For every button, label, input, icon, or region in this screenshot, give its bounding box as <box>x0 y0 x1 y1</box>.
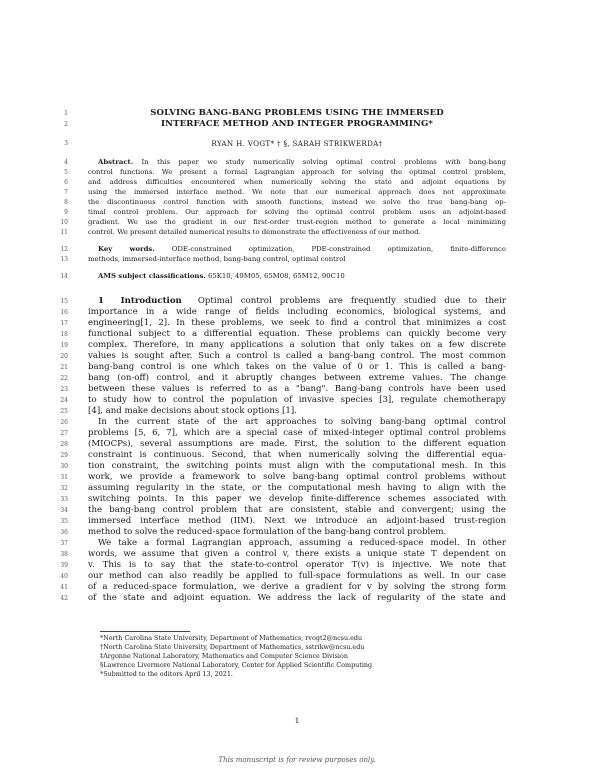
ams-label: AMS subject classifications. <box>98 272 206 280</box>
abstract-line: the discontinuous control function with smooth functions, instead we solve the true bang-bang op- <box>88 198 506 206</box>
paper-authors: RYAN H. VOGT* † §, SARAH STRIKWERDA† <box>211 139 383 148</box>
body-line: importance in a wide range of fields including economics, biological systems, and <box>88 307 506 317</box>
body-line: [4], and make decisions about stock options [1]. <box>88 406 297 416</box>
line-number: 14 <box>60 273 68 280</box>
line-number: 42 <box>60 595 68 602</box>
abstract-line: gradient. We use the gradient in our first-order trust-region method to generate a local minimizing <box>88 218 506 226</box>
line-number: 33 <box>60 496 68 503</box>
abstract-line: using the immersed interface method. We note that our numerical approach does not approximate <box>88 188 506 196</box>
body-line: of the state and adjoint equation. We address the lack of regularity of the state and <box>88 593 506 603</box>
body-line: complex. Therefore, in many applications a solution that only takes on a few discrete <box>88 340 506 350</box>
line-number: 23 <box>60 386 68 393</box>
line-number: 31 <box>60 474 68 481</box>
footnote: †North Carolina State University, Department of Mathematics, sstrikw@ncsu.edu <box>100 643 365 651</box>
line-number: 22 <box>60 375 68 382</box>
line-number: 13 <box>60 256 68 263</box>
body-line: engineering[1, 2]. In these problems, we seek to find a control that minimizes a cost <box>88 318 506 328</box>
line-number: 3 <box>64 140 68 147</box>
line-number: 20 <box>60 353 68 360</box>
line-number: 37 <box>60 540 68 547</box>
paper-title-line-2: INTERFACE METHOD AND INTEGER PROGRAMMING* <box>161 119 433 129</box>
body-line: 1 Introduction Optimal control problems are frequently studied due to their <box>98 296 506 306</box>
body-line: to study how to control the population of invasive species [3], regulate chemotherapy <box>88 395 506 405</box>
line-number: 28 <box>60 441 68 448</box>
line-number: 10 <box>60 219 68 226</box>
abstract-label: Abstract. <box>98 158 134 166</box>
line-number: 39 <box>60 562 68 569</box>
line-number: 7 <box>64 189 68 196</box>
body-line: functional subject to a differential equation. These problems can quickly become very <box>88 329 506 339</box>
keywords-label: Key words. <box>98 245 155 253</box>
footnote: *Submitted to the editors April 13, 2021. <box>100 670 233 678</box>
body-line: immersed interface method (IIM). Next we introduce an adjoint-based trust-region <box>88 516 506 526</box>
body-line: tion constraint, the switching points must align with the computational mesh. In this <box>88 461 506 471</box>
review-notice: This manuscript is for review purposes only. <box>218 756 376 764</box>
line-number: 21 <box>60 364 68 371</box>
line-number: 29 <box>60 452 68 459</box>
paper-title-line-1: SOLVING BANG-BANG PROBLEMS USING THE IMMERSED <box>150 108 444 118</box>
line-number: 41 <box>60 584 68 591</box>
body-line: our method can also readily be applied to full-space formulations as well. In our case <box>88 571 506 581</box>
body-line: work, we provide a framework to solve bang-bang optimal control problems without <box>88 472 506 482</box>
line-number: 11 <box>60 229 68 236</box>
section-heading: 1 Introduction <box>98 296 182 306</box>
body-line: words, we assume that given a control v, there exists a unique state T dependent on <box>88 549 506 559</box>
line-number: 34 <box>60 507 68 514</box>
body-line: problems [5, 6, 7], which are a special case of mixed-integer optimal control problems <box>88 428 506 438</box>
footnote: §Lawrence Livermore National Laboratory, Center for Applied Scientific Computing <box>100 661 373 669</box>
body-line: values is sought after. Such a control is called a bang-bang control. The most common <box>88 351 506 361</box>
body-line: between these values is referred to as a "bang". Bang-bang controls have been used <box>88 384 506 394</box>
footnote: *North Carolina State University, Department of Mathematics, rvogt2@ncsu.edu <box>100 634 363 642</box>
line-number: 18 <box>60 331 68 338</box>
abstract-line: timal control problem. Our approach for solving the optimal control problem uses an adjoint-based <box>88 208 506 216</box>
line-number: 1 <box>64 110 68 117</box>
body-line: bang-bang control is one which takes on the value of 0 or 1. This is called a bang- <box>88 362 506 372</box>
keywords-line: Key words. ODE-constrained optimization, PDE-constrained optimization, finite-difference <box>98 245 506 253</box>
abstract-line: and address difficulties encountered when numerically solving the state and adjoint equations by <box>88 178 506 186</box>
body-line: (MIOCPs), several assumptions are made. First, the solution to the different equation <box>88 439 506 449</box>
line-number: 4 <box>64 159 68 166</box>
line-number: 15 <box>60 298 68 305</box>
line-number: 19 <box>60 342 68 349</box>
page-number: 1 <box>294 716 300 725</box>
body-line: of a reduced-space formulation, we derive a gradient for v by solving the strong form <box>88 582 506 592</box>
line-number: 24 <box>60 397 68 404</box>
body-line: v. This is to say that the state-to-control operator T(v) is injective. We note that <box>88 560 506 570</box>
body-line: the bang-bang control problem that are consistent, stable and convergent; using the <box>88 505 506 515</box>
line-number: 5 <box>64 169 68 176</box>
body-line: constraint is continuous. Second, that when numerically solving the differential equa- <box>88 450 506 460</box>
line-number: 32 <box>60 485 68 492</box>
abstract-line: Abstract. In this paper we study numerically solving optimal control problems with bang-bang <box>98 158 506 166</box>
line-number: 30 <box>60 463 68 470</box>
line-number: 25 <box>60 408 68 415</box>
body-line: assuming regularity in the state, or the computational mesh having to align with the <box>88 483 506 493</box>
footnote: ‡Argonne National Laboratory, Mathematics and Computer Science Division <box>100 652 348 660</box>
abstract-line: control. We present detailed numerical results to demonstrate the effectiveness of our method. <box>88 228 421 236</box>
line-number: 27 <box>60 430 68 437</box>
line-number: 8 <box>64 199 68 206</box>
body-line: method to solve the reduced-space formulation of the bang-bang control problem. <box>88 527 447 537</box>
abstract-line: control functions. We present a formal Lagrangian approach for solving the optimal control problem, <box>88 168 506 176</box>
line-number: 26 <box>60 419 68 426</box>
line-number: 38 <box>60 551 68 558</box>
line-number: 12 <box>60 246 68 253</box>
body-line: switching points. In this paper we develop finite-difference schemes associated with <box>88 494 506 504</box>
line-number: 17 <box>60 320 68 327</box>
ams-classifications: AMS subject classifications. 65K10, 49M05, 65M08, 65M12, 90C10 <box>98 272 345 280</box>
line-number: 40 <box>60 573 68 580</box>
line-number: 16 <box>60 309 68 316</box>
line-number: 36 <box>60 529 68 536</box>
line-number: 6 <box>64 179 68 186</box>
body-line: We take a formal Lagrangian approach, assuming a reduced-space model. In other <box>98 538 506 548</box>
line-number: 9 <box>64 209 68 216</box>
line-number: 2 <box>64 121 68 128</box>
body-line: In the current state of the art approaches to solving bang-bang optimal control <box>98 417 506 427</box>
footnote-rule <box>100 631 190 632</box>
body-line: bang (on-off) control, and it abruptly changes between extreme values. The change <box>88 373 506 383</box>
keywords-line: methods, immersed-interface method, bang-bang control, optimal control <box>88 255 346 263</box>
line-number: 35 <box>60 518 68 525</box>
